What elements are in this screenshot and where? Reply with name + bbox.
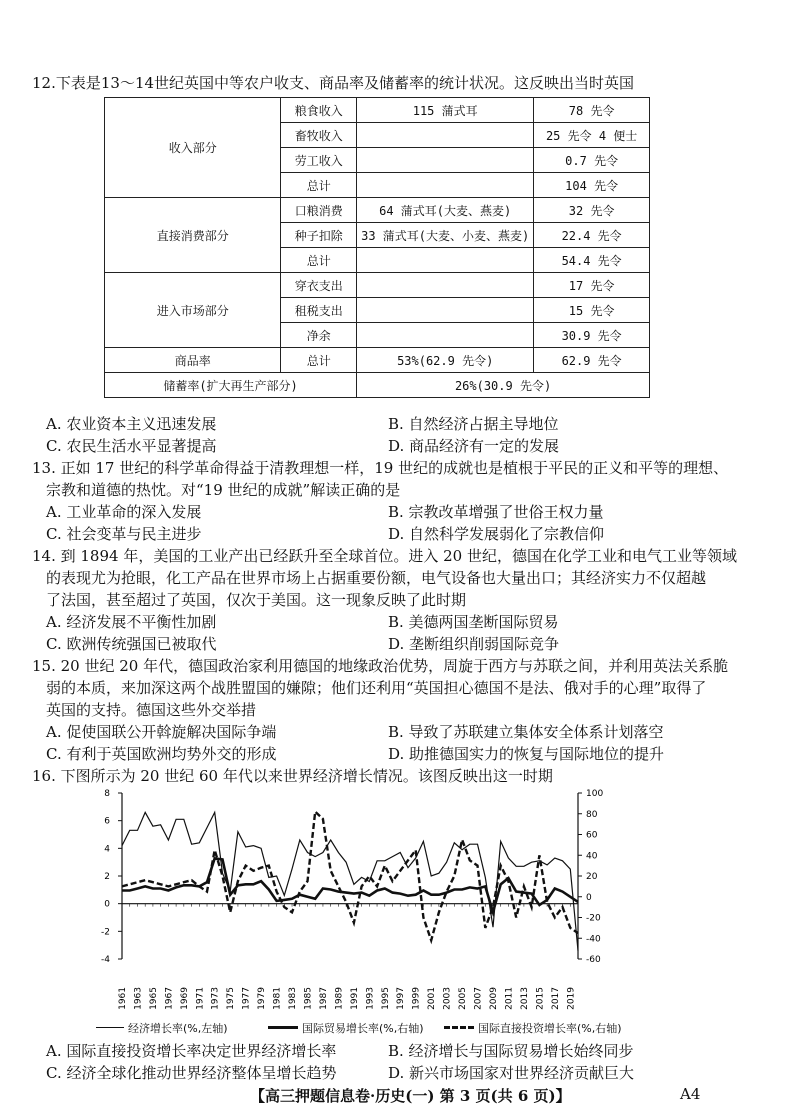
table-cell: 种子扣除: [281, 223, 357, 248]
q14-option-c[interactable]: C. 欧洲传统强国已被取代: [46, 635, 217, 653]
table-cell: 总计: [281, 248, 357, 273]
table-cell: 直接消费部分: [105, 198, 281, 273]
x-axis-tick-label: 1971: [195, 987, 206, 1010]
table-cell: 22.4 先令: [534, 223, 650, 248]
q14-stem-line1: 14. 到 1894 年，美国的工业产出已经跃升至全球首位。进入 20 世纪，德国在化学工业和电气工业等领域: [32, 547, 737, 565]
x-axis-tick-label: 1999: [411, 987, 422, 1010]
table-cell: [357, 248, 534, 273]
left-axis-tick-label: -2: [101, 927, 110, 938]
table-cell: 26%(30.9 先令): [357, 373, 650, 398]
x-axis-tick-label: 1979: [257, 987, 268, 1010]
left-axis-tick-label: 4: [104, 844, 110, 855]
x-axis-tick-label: 1993: [365, 987, 376, 1010]
right-axis-tick-label: 20: [586, 872, 598, 882]
q16-option-c[interactable]: C. 经济全球化推动世界经济整体呈增长趋势: [46, 1064, 337, 1082]
legend-label-trade: 国际贸易增长率(%,右轴): [302, 1022, 424, 1035]
table-cell: 口粮消费: [281, 198, 357, 223]
table-cell: 15 先令: [534, 298, 650, 323]
q15-option-d[interactable]: D. 助推德国实力的恢复与国际地位的提升: [388, 745, 665, 763]
table-cell: 115 蒲式耳: [357, 98, 534, 123]
legend-swatch-fdi: [444, 1026, 474, 1029]
q13-stem-line2: 宗教和道德的热忱。对“19 世纪的成就”解读正确的是: [46, 481, 401, 499]
table-row: [105, 348, 650, 373]
q16-stem: 16. 下图所示为 20 世纪 60 年代以来世界经济增长情况。该图反映出这一时期: [32, 767, 553, 785]
q14-stem-line2: 的表现尤为抢眼，化工产品在世界市场上占据重要份额，电气设备也大量出口；其经济实力不仅超越: [46, 569, 707, 587]
table-cell: 储蓄率(扩大再生产部分): [105, 373, 357, 398]
x-axis-tick-label: 2019: [566, 987, 577, 1010]
chart-series: [122, 812, 578, 951]
x-axis-tick-label: 2007: [473, 987, 484, 1010]
table-cell: 总计: [281, 348, 357, 373]
chart-legend: [96, 1020, 636, 1036]
table-cell: [357, 148, 534, 173]
q12-option-a[interactable]: A. 农业资本主义迅速发展: [46, 415, 217, 433]
q16-option-d[interactable]: D. 新兴市场国家对世界经济贡献巨大: [388, 1064, 635, 1082]
table-cell: 畜牧收入: [281, 123, 357, 148]
table-cell: [357, 273, 534, 298]
table-row: [105, 273, 650, 298]
x-axis-tick-label: 1989: [334, 987, 345, 1010]
x-axis-tick-label: 2013: [519, 987, 530, 1010]
legend-label-gdp: 经济增长率(%,左轴): [128, 1022, 228, 1035]
x-axis-tick-label: 1967: [164, 987, 175, 1010]
q12-stats-table: [104, 97, 650, 398]
table-cell: 净余: [281, 323, 357, 348]
q15-option-a[interactable]: A. 促使国联公开斡旋解决国际争端: [46, 723, 277, 741]
x-axis-tick-label: 1987: [318, 987, 329, 1010]
x-axis-tick-label: 2017: [550, 987, 561, 1010]
q12-stem: 12.下表是13～14世纪英国中等农户收支、商品率及储蓄率的统计状况。这反映出当时英国: [32, 74, 635, 92]
q15-stem-line3: 英国的支持。德国这些外交举措: [46, 701, 257, 719]
legend-swatch-trade: [268, 1026, 298, 1029]
left-axis-tick-label: 0: [104, 899, 110, 910]
x-axis-tick-label: 2009: [488, 987, 499, 1010]
q12-option-b[interactable]: B. 自然经济占据主导地位: [388, 415, 559, 433]
table-row: [105, 98, 650, 123]
x-axis-tick-label: 1991: [349, 987, 360, 1010]
table-cell: 62.9 先令: [534, 348, 650, 373]
q16-option-b[interactable]: B. 经济增长与国际贸易增长始终同步: [388, 1042, 634, 1060]
right-axis-tick-label: -20: [586, 913, 601, 924]
table-cell: 104 先令: [534, 173, 650, 198]
x-axis-tick-label: 1965: [148, 987, 159, 1010]
x-axis-tick-label: 1961: [118, 987, 128, 1010]
page-footer: 【高三押题信息卷·历史(一) 第 3 页(共 6 页)】: [250, 1087, 571, 1105]
table-cell: 劳工收入: [281, 148, 357, 173]
right-axis-tick-label: -60: [586, 955, 601, 965]
x-axis-tick-label: 1997: [396, 987, 407, 1010]
q14-option-a[interactable]: A. 经济发展不平衡性加剧: [46, 613, 217, 631]
table-cell: [357, 298, 534, 323]
table-cell: 穿衣支出: [281, 273, 357, 298]
x-axis-tick-label: 1985: [303, 987, 314, 1010]
table-cell: 租税支出: [281, 298, 357, 323]
table-row: [105, 198, 650, 223]
right-axis-tick-label: 40: [586, 851, 598, 862]
x-axis-tick-label: 1969: [179, 987, 190, 1010]
table-cell: 17 先令: [534, 273, 650, 298]
chart-series-line-2: [122, 812, 578, 941]
x-axis-tick-label: 1995: [380, 987, 391, 1010]
x-axis-tick-label: 1977: [241, 987, 252, 1010]
chart-ticks: [101, 789, 603, 1010]
q13-stem-line1: 13. 正如 17 世纪的科学革命得益于清教理想一样，19 世纪的成就也是植根于平民的正义和平等的理想、: [32, 459, 729, 477]
table-cell: 商品率: [105, 348, 281, 373]
right-axis-tick-label: -40: [586, 934, 601, 945]
table-cell: [357, 323, 534, 348]
right-axis-tick-label: 80: [586, 809, 598, 820]
x-axis-tick-label: 2011: [504, 987, 515, 1010]
x-axis-tick-label: 2001: [427, 987, 438, 1010]
x-axis-tick-label: 1983: [288, 987, 299, 1010]
x-axis-tick-label: 1981: [272, 987, 283, 1010]
q14-stem-line3: 了法国，甚至超过了英国，仅次于美国。这一现象反映了此时期: [46, 591, 467, 609]
right-axis-tick-label: 100: [586, 789, 604, 799]
left-axis-tick-label: 8: [104, 789, 110, 799]
x-axis-tick-label: 2015: [535, 987, 546, 1010]
chart-axes: [122, 793, 578, 959]
legend-label-fdi: 国际直接投资增长率(%,右轴): [478, 1022, 622, 1035]
x-axis-tick-label: 1973: [210, 987, 221, 1010]
table-cell: 32 先令: [534, 198, 650, 223]
legend-swatch-gdp: [96, 1027, 124, 1028]
x-axis-tick-label: 1975: [226, 987, 237, 1010]
table-cell: 粮食收入: [281, 98, 357, 123]
table-cell: 53%(62.9 先令): [357, 348, 534, 373]
table-cell: [357, 123, 534, 148]
table-cell: 进入市场部分: [105, 273, 281, 348]
table-cell: 64 蒲式耳(大麦、燕麦): [357, 198, 534, 223]
world-economy-chart: [80, 785, 620, 1020]
table-row: [105, 373, 650, 398]
q15-option-c[interactable]: C. 有利于英国欧洲均势外交的形成: [46, 745, 277, 763]
q13-option-c[interactable]: C. 社会变革与民主进步: [46, 525, 202, 543]
table-cell: 收入部分: [105, 98, 281, 198]
q13-option-b[interactable]: B. 宗教改革增强了世俗王权力量: [388, 503, 604, 521]
x-axis-tick-label: 2003: [442, 987, 453, 1010]
q15-stem-line2: 弱的本质，来加深这两个战胜盟国的嫌隙；他们还利用“英国担心德国不是法、俄对手的心理”取得了: [46, 679, 707, 697]
right-axis-tick-label: 0: [586, 892, 592, 903]
x-axis-tick-label: 1963: [133, 987, 144, 1010]
q14-option-d[interactable]: D. 垄断组织削弱国际竞争: [388, 635, 560, 653]
page-code: A4: [680, 1085, 701, 1103]
x-axis-tick-label: 2005: [458, 987, 469, 1010]
table-cell: 25 先令 4 便士: [534, 123, 650, 148]
table-cell: 0.7 先令: [534, 148, 650, 173]
table-cell: 总计: [281, 173, 357, 198]
table-cell: 33 蒲式耳(大麦、小麦、燕麦): [357, 223, 534, 248]
left-axis-tick-label: 6: [104, 816, 110, 827]
q15-stem-line1: 15. 20 世纪 20 年代，德国政治家利用德国的地缘政治优势，周旋于西方与苏联之间，并利用英法关系脆: [32, 657, 729, 675]
q12-option-d[interactable]: D. 商品经济有一定的发展: [388, 437, 560, 455]
right-axis-tick-label: 60: [586, 830, 598, 841]
q15-option-b[interactable]: B. 导致了苏联建立集体安全体系计划落空: [388, 723, 664, 741]
table-cell: 30.9 先令: [534, 323, 650, 348]
q16-option-a[interactable]: A. 国际直接投资增长率决定世界经济增长率: [46, 1042, 337, 1060]
left-axis-tick-label: 2: [104, 872, 110, 882]
q14-option-b[interactable]: B. 美德两国垄断国际贸易: [388, 613, 559, 631]
table-cell: [357, 173, 534, 198]
q13-option-a[interactable]: A. 工业革命的深入发展: [46, 503, 202, 521]
q13-option-d[interactable]: D. 自然科学发展弱化了宗教信仰: [388, 525, 605, 543]
left-axis-tick-label: -4: [101, 955, 110, 965]
table-cell: 54.4 先令: [534, 248, 650, 273]
q12-option-c[interactable]: C. 农民生活水平显著提高: [46, 437, 217, 455]
table-cell: 78 先令: [534, 98, 650, 123]
